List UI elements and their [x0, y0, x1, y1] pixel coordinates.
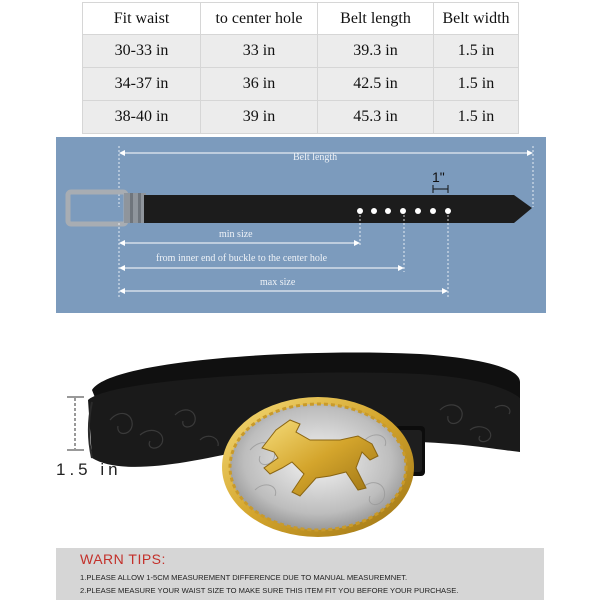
table-cell: 34-37 in: [83, 68, 201, 101]
table-cell: 30-33 in: [83, 35, 201, 68]
warn-tips-box: [56, 548, 544, 600]
header-belt-length: Belt length: [318, 3, 434, 35]
table-row: [83, 68, 519, 101]
product-photo: [0, 340, 600, 540]
center-hole-label: from inner end of buckle to the center hole: [156, 253, 328, 264]
belt-length-label: Belt length: [293, 152, 338, 163]
header-to-center-hole: to center hole: [201, 3, 318, 35]
table-row: [83, 101, 519, 134]
warn-tip-line: 2.PLEASE MEASURE YOUR WAIST SIZE TO MAKE SURE THIS ITEM FIT YOU BEFORE YOUR PURCHASE.: [80, 586, 459, 595]
table-cell: 1.5 in: [434, 101, 519, 134]
belt-measurement-diagram: [56, 137, 546, 313]
table-header-row: [83, 3, 519, 35]
belt-strap-icon: [144, 195, 532, 223]
table-cell: 42.5 in: [318, 68, 434, 101]
table-cell: 36 in: [201, 68, 318, 101]
min-size-label: min size: [219, 229, 253, 240]
diagram-graphic: [56, 137, 546, 313]
header-fit-waist: Fit waist: [83, 3, 201, 35]
belt-width-label: 1.5 in: [56, 460, 122, 479]
table-cell: 1.5 in: [434, 68, 519, 101]
table-cell: 45.3 in: [318, 101, 434, 134]
belt-width-bracket: [67, 397, 84, 450]
gold-horse-buckle-icon: [222, 397, 414, 537]
hole-spacing-marker: [433, 185, 448, 193]
table-cell: 38-40 in: [83, 101, 201, 134]
table-cell: 1.5 in: [434, 35, 519, 68]
table-cell: 39.3 in: [318, 35, 434, 68]
table-row: [83, 35, 519, 68]
table-cell: 39 in: [201, 101, 318, 134]
header-belt-width: Belt width: [434, 3, 519, 35]
table-cell: 33 in: [201, 35, 318, 68]
warn-tip-line: 1.PLEASE ALLOW 1-5CM MEASUREMENT DIFFERENCE DUE TO MANUAL MEASUREMNET.: [80, 573, 408, 582]
max-size-label: max size: [260, 277, 296, 288]
hole-spacing-label: 1": [432, 169, 445, 185]
size-table: [82, 2, 519, 134]
warn-tips-title: WARN TIPS:: [80, 551, 166, 567]
buckle-icon: [68, 192, 146, 224]
